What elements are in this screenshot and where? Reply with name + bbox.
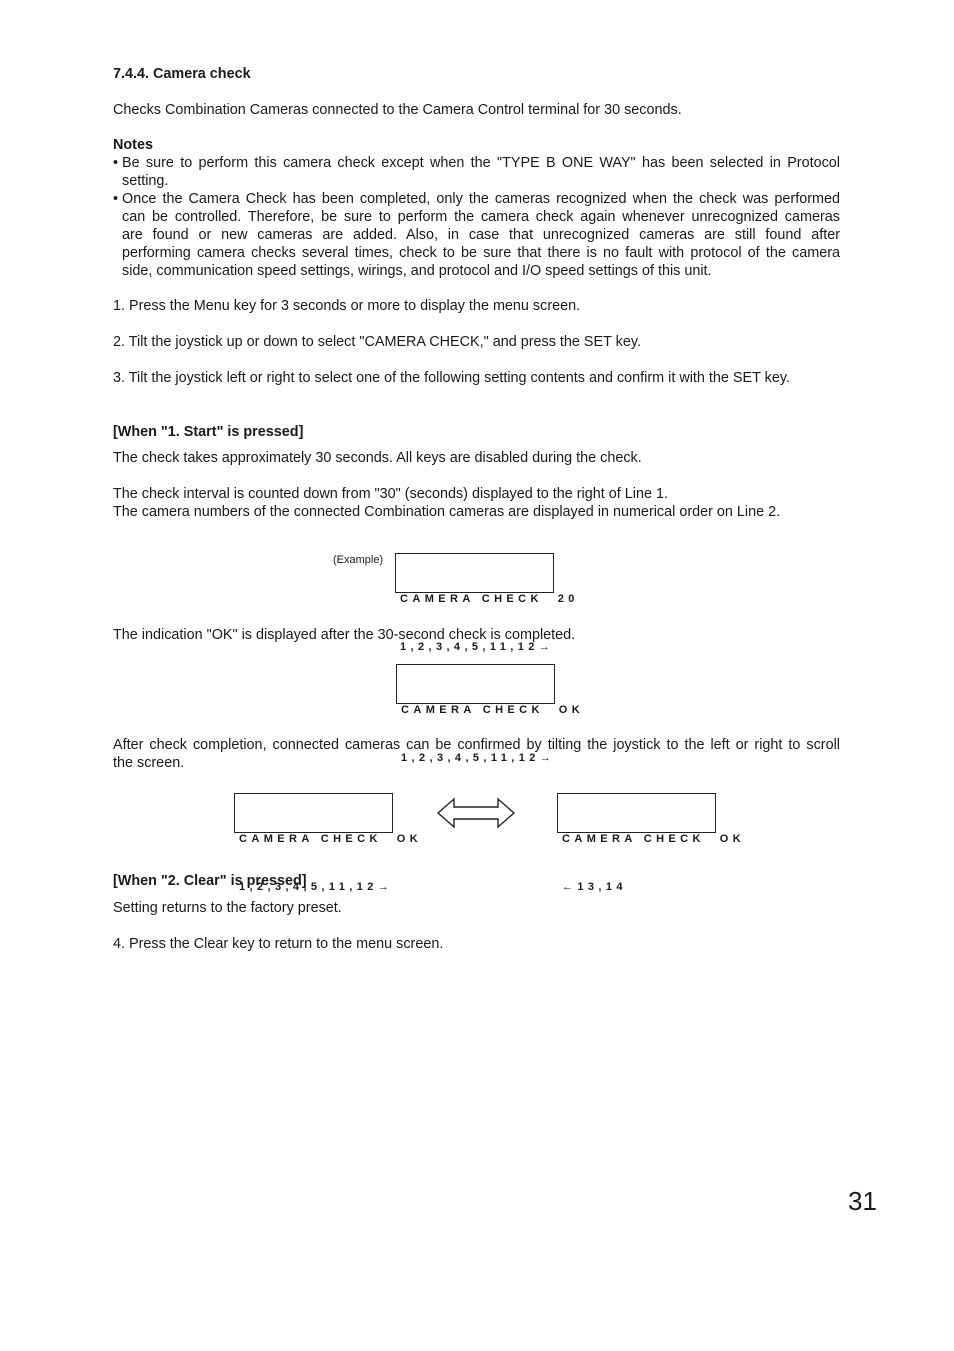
step-2: 2. Tilt the joystick up or down to select "CAMERA CHECK," and press the SET key. bbox=[113, 334, 641, 350]
start-paragraph: The check takes approximately 30 seconds. All keys are disabled during the check. bbox=[113, 450, 642, 466]
note-bullet: • bbox=[113, 191, 119, 207]
page-number: 31 bbox=[848, 1186, 877, 1216]
note-text-line: Once the Camera Check has been completed, only the cameras recognized when the check was performed bbox=[122, 191, 840, 207]
camera-numbers-paragraph: The camera numbers of the connected Combination cameras are displayed in numerical order on Line 2. bbox=[113, 504, 781, 520]
note-text-line: performing camera checks several times, check to be sure that there is no fault with protocol of the camera bbox=[122, 245, 840, 261]
lcd-line-2: ←13,14 bbox=[562, 881, 627, 893]
lcd-line-1: CAMERA CHECK OK bbox=[239, 833, 423, 845]
lcd-line-1: CAMERA CHECK OK bbox=[401, 704, 585, 716]
start-section-title: [When "1. Start" is pressed] bbox=[113, 424, 304, 440]
clear-section-title: [When "2. Clear" is pressed] bbox=[113, 873, 307, 889]
lcd-line-2: 1,2,3,4,5,11,12→ bbox=[401, 752, 556, 764]
scroll-paragraph-line: After check completion, connected cameras can be confirmed by tilting the joystick to the left or right to scroll bbox=[113, 737, 840, 753]
lcd-display-scroll-left bbox=[234, 793, 423, 893]
note-text-line: are found or new cameras are added. Also, in case that unrecognized cameras are still found after bbox=[122, 227, 840, 243]
double-arrow-icon bbox=[436, 797, 516, 829]
lcd-line-1: CAMERA CHECK OK bbox=[562, 833, 746, 845]
lcd-line-2: 1,2,3,4,5,11,12→ bbox=[400, 641, 555, 653]
scroll-paragraph-line: the screen. bbox=[113, 755, 185, 771]
lcd-line-2: 1,2,3,4,5,11,12→ bbox=[239, 881, 394, 893]
note-text-line: side, communication speed settings, wirings, and protocol and I/O speed settings of this unit. bbox=[122, 263, 712, 279]
step-1: 1. Press the Menu key for 3 seconds or more to display the menu screen. bbox=[113, 298, 581, 314]
note-text-line: can be controlled. Therefore, be sure to perform the camera check again whenever unrecognized cameras bbox=[122, 209, 840, 225]
note-text-line: Be sure to perform this camera check except when the "TYPE B ONE WAY" has been selected in Protocol bbox=[122, 155, 840, 171]
note-bullet: • bbox=[113, 155, 119, 171]
notes-title: Notes bbox=[113, 137, 153, 153]
lcd-display-scroll-right bbox=[557, 793, 746, 893]
intro-text: Checks Combination Cameras connected to the Camera Control terminal for 30 seconds. bbox=[113, 102, 682, 118]
lcd-line-1: CAMERA CHECK 20 bbox=[400, 593, 579, 605]
note-text-line: setting. bbox=[122, 173, 169, 189]
lcd-display-countdown bbox=[395, 553, 579, 653]
lcd-display-ok bbox=[396, 664, 585, 764]
example-label: (Example) bbox=[333, 554, 384, 566]
step-3: 3. Tilt the joystick left or right to select one of the following setting contents and confirm it with the SET key. bbox=[113, 370, 790, 386]
ok-paragraph: The indication "OK" is displayed after the 30-second check is completed. bbox=[113, 627, 576, 643]
clear-paragraph: Setting returns to the factory preset. bbox=[113, 900, 342, 916]
section-heading: 7.4.4. Camera check bbox=[113, 66, 251, 82]
countdown-paragraph: The check interval is counted down from "30" (seconds) displayed to the right of Line 1. bbox=[113, 486, 668, 502]
step-4: 4. Press the Clear key to return to the menu screen. bbox=[113, 936, 444, 952]
